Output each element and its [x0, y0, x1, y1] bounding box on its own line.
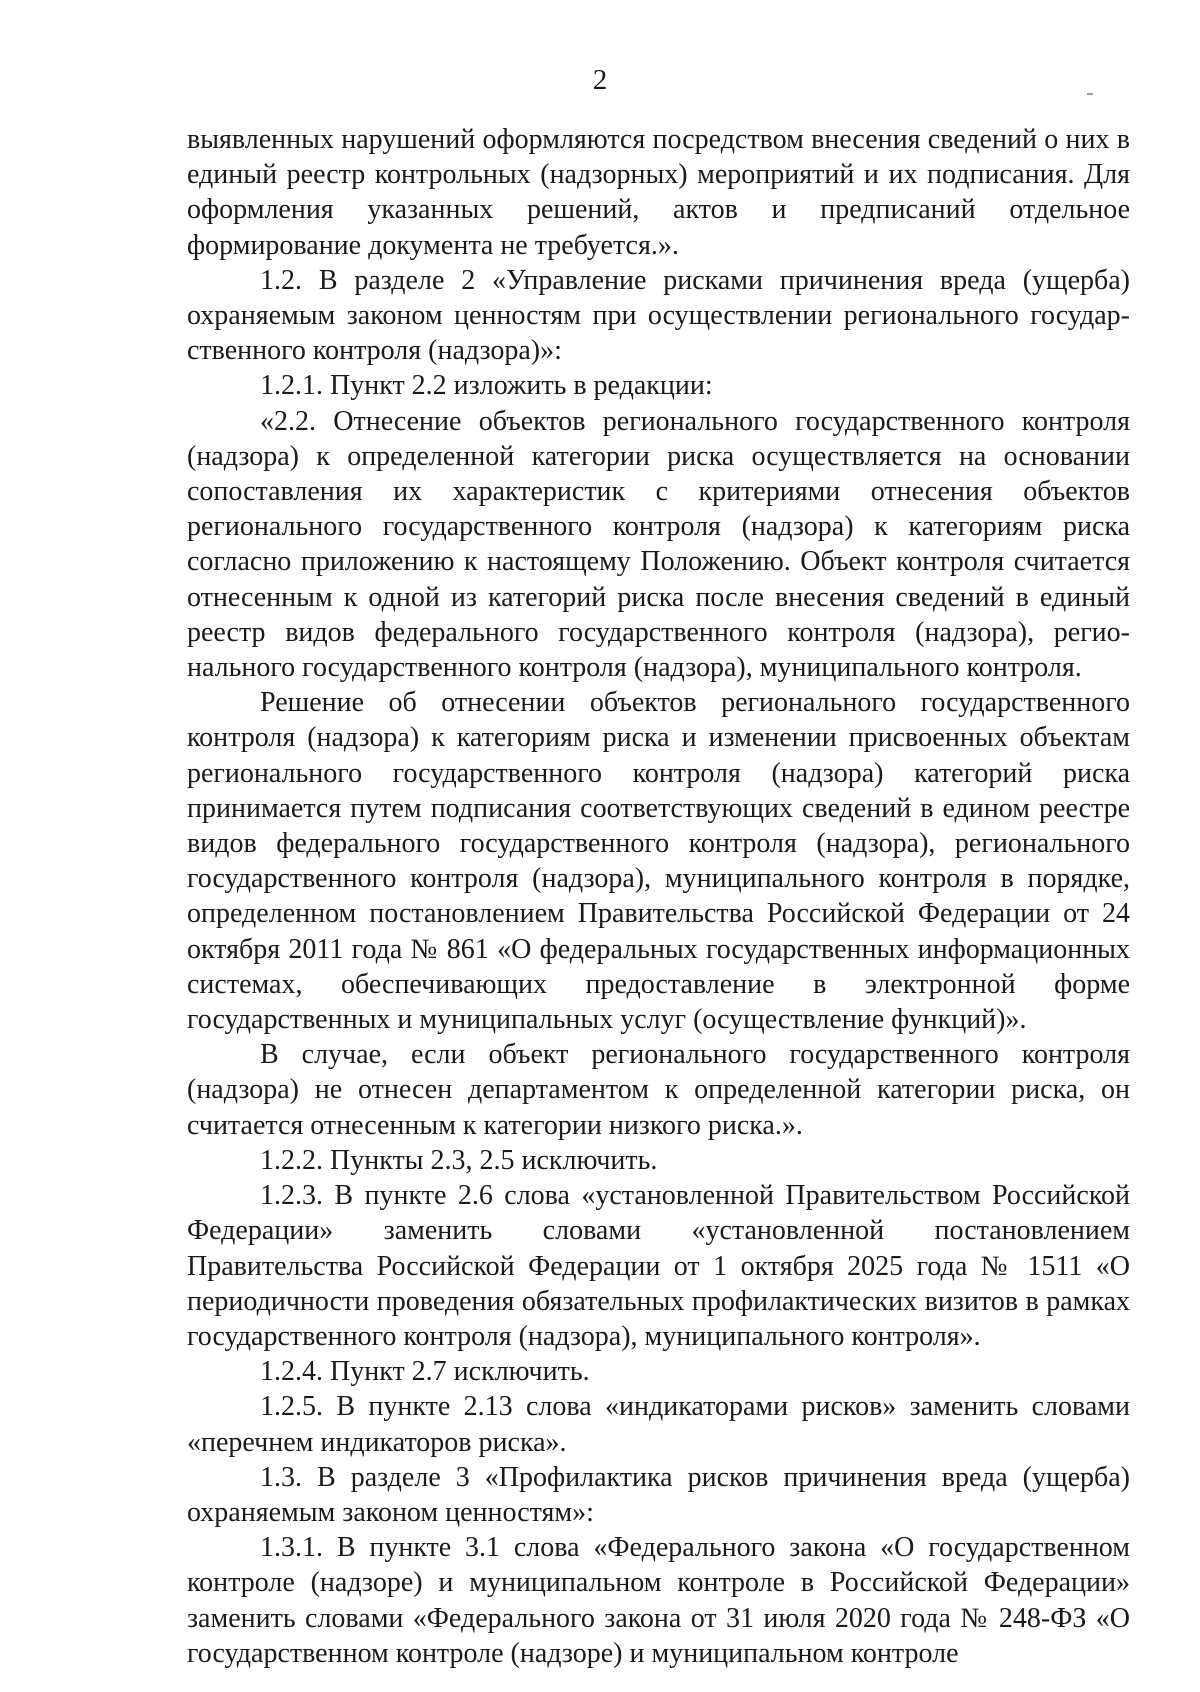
paragraph-2-2-quote: «2.2. Отнесение объектов регионального государственного контроля (надзора) к определенной категории риска осуществляется на основании сопоставления их характеристик с критериями отнесения объектов регионального государственного контроля (надзора) к категориям риска согласно приложению к настоящему Положению. Объект контроля считается отнесенным к одной из категорий риска после внесения сведений в единый реестр видов федерального государственного контроля (надзора), регионального государственного контроля (надзора), муниципального контроля. [187, 405, 1130, 684]
paragraph-low-risk: В случае, если объект регионального государственного контроля (надзора) не отнесен департаментом к определенной категории риска, он считается отнесенным к категории низкого риска.». [187, 1039, 1130, 1141]
paragraph-1-2-1: 1.2.1. Пункт 2.2 изложить в редакции: [260, 370, 713, 402]
paragraph-1-2: 1.2. В разделе 2 «Управление рисками причинения вреда (ущерба) охраняемым законом ценностям при осуществлении регионального государственного контроля (надзора)»: [187, 264, 1130, 367]
paragraph-1-2-5: 1.2.5. В пункте 2.13 слова «индикаторами рисков» заменить словами «перечнем индикаторов риска». [187, 1391, 1130, 1458]
paragraph-1-3: 1.3. В разделе 3 «Профилактика рисков причинения вреда (ущерба) охраняемым законом ценностям»: [187, 1461, 1130, 1528]
paragraph-1-3-1: 1.3.1. В пункте 3.1 слова «Федерального закона «О государственном контроле (надзоре) и муниципальном контроле в Российской Федерации» заменить словами «Федерального закона от 31 июля 2020 года № 248-ФЗ «О государственном контроле (надзоре) и муниципальном контроле [187, 1532, 1130, 1669]
paragraph-1-2-4: 1.2.4. Пункт 2.7 исключить. [260, 1356, 590, 1388]
page-number: 2 [592, 64, 608, 96]
paragraph-1-2-2: 1.2.2. Пункты 2.3, 2.5 исключить. [260, 1144, 658, 1176]
document-body [187, 122, 1130, 1671]
paragraph-1-2-3: 1.2.3. В пункте 2.6 слова «установленной Правительством Российской Федерации» заменить словами «установленной постановлением Правительства Российской Федерации от 1 октября 2025 года № 1511 «О периодичности проведения обязательных профилактических визитов в рамках государственного контроля (надзора), муниципального контроля». [187, 1180, 1130, 1352]
paragraph-continuation: выявленных нарушений оформляются посредством внесения сведений о них в единый реестр контрольных (надзорных) мероприятий и их подписания. Для оформления указанных решений, актов и предписаний отдельное формирование документа не требуется.». [187, 124, 1130, 261]
paragraph-decision: Решение об отнесении объектов регионального государственного контроля (надзора) к категориям риска и изменении присвоенных объектам регионального государственного контроля (надзора) категорий риска принимается путем подписания соответствующих сведений в едином реестре видов федерального государственного контроля (надзора), регионального государственного контроля (надзора), муниципального контроля в порядке, определенном постановлением Правительства Российской Федерации от 24 октября 2011 года № 861 «О федеральных государственных информационных системах, обеспечивающих предоставление в электронной форме государственных и муниципальных услуг (осуществление функций)». [187, 687, 1130, 1036]
